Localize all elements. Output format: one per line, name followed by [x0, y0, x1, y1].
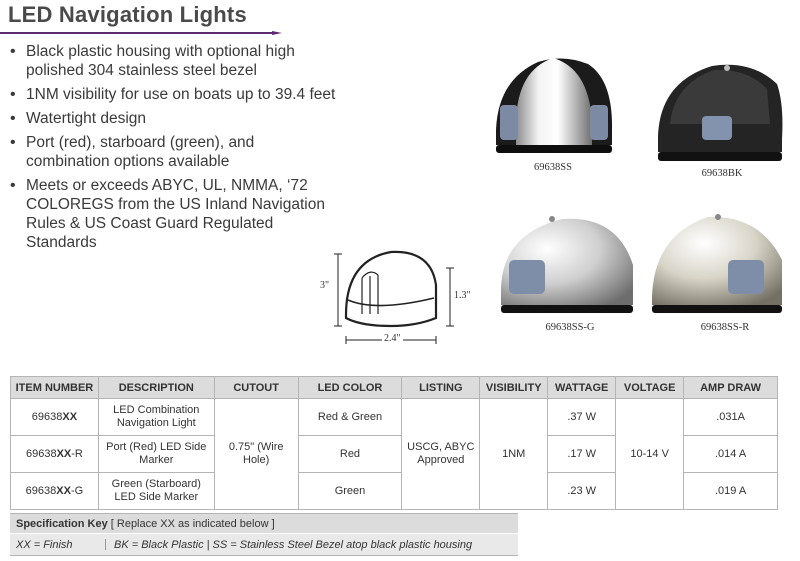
col-header: ITEM NUMBER — [11, 377, 99, 399]
spec-key-note: [ Replace XX as indicated below ] — [110, 518, 275, 530]
cutout: 0.75" (Wire Hole) — [214, 399, 298, 510]
dimension-diagram — [320, 240, 476, 350]
product-caption: 69638SS — [534, 162, 572, 173]
product-image-69638bk — [652, 54, 787, 166]
item-number: 69638XX — [11, 399, 99, 436]
col-header: VISIBILITY — [480, 377, 548, 399]
dimension-height: 3" — [320, 280, 330, 291]
product-image-69638ss — [488, 50, 618, 160]
spec-key-label: Specification Key — [16, 518, 108, 530]
amp-draw: .031A — [684, 399, 778, 436]
col-header: VOLTAGE — [616, 377, 684, 399]
wattage: .17 W — [548, 436, 616, 473]
col-header: LED COLOR — [298, 377, 402, 399]
visibility: 1NM — [480, 399, 548, 510]
col-header: WATTAGE — [548, 377, 616, 399]
dimension-width: 2.4" — [384, 333, 401, 344]
led-color: Red & Green — [298, 399, 402, 436]
wattage: .37 W — [548, 399, 616, 436]
description: Port (Red) LED Side Marker — [98, 436, 214, 473]
amp-draw: .014 A — [684, 436, 778, 473]
item-number: 69638XX-R — [11, 436, 99, 473]
led-color: Green — [298, 473, 402, 510]
feature-item: • 1NM visibility for use on boats up to 39.4 feet — [10, 85, 340, 104]
amp-draw: .019 A — [684, 473, 778, 510]
table-row — [11, 399, 778, 436]
spec-key-options: BK = Black Plastic | SS = Stainless Steel Bezel atop black plastic housing — [114, 539, 473, 551]
item-number: 69638XX-G — [11, 473, 99, 510]
description: Green (Starboard) LED Side Marker — [98, 473, 214, 510]
col-header: CUTOUT — [214, 377, 298, 399]
feature-item: • Watertight design — [10, 109, 340, 128]
listing: USCG, ABYC Approved — [402, 399, 480, 510]
product-caption: 69638BK — [701, 168, 743, 179]
spec-key-finish: XX = Finish — [16, 539, 106, 550]
description: LED Combination Navigation Light — [98, 399, 214, 436]
product-caption: 69638SS-G — [545, 322, 595, 333]
title-underline — [0, 32, 272, 34]
wattage: .23 W — [548, 473, 616, 510]
feature-item: • Port (red), starboard (green), and combination options available — [10, 133, 340, 171]
page-title: LED Navigation Lights — [8, 2, 247, 27]
voltage: 10-14 V — [616, 399, 684, 510]
product-caption: 69638SS-R — [700, 322, 750, 333]
spec-key-row — [10, 534, 518, 556]
feature-list — [10, 42, 340, 257]
led-color: Red — [298, 436, 402, 473]
product-image-69638ss-g — [497, 205, 637, 320]
col-header: LISTING — [402, 377, 480, 399]
col-header: DESCRIPTION — [98, 377, 214, 399]
product-image-69638ss-r — [648, 205, 788, 320]
dimension-side-height: 1.3" — [454, 290, 471, 301]
spec-table — [10, 376, 778, 510]
feature-item: • Meets or exceeds ABYC, UL, NMMA, ‘72 COLOREGS from the US Inland Navigation Rules & US Coast Guard Regulated Standards — [10, 176, 340, 252]
col-header: AMP DRAW — [684, 377, 778, 399]
spec-key-header — [10, 513, 518, 533]
feature-item: • Black plastic housing with optional high polished 304 stainless steel bezel — [10, 42, 340, 80]
